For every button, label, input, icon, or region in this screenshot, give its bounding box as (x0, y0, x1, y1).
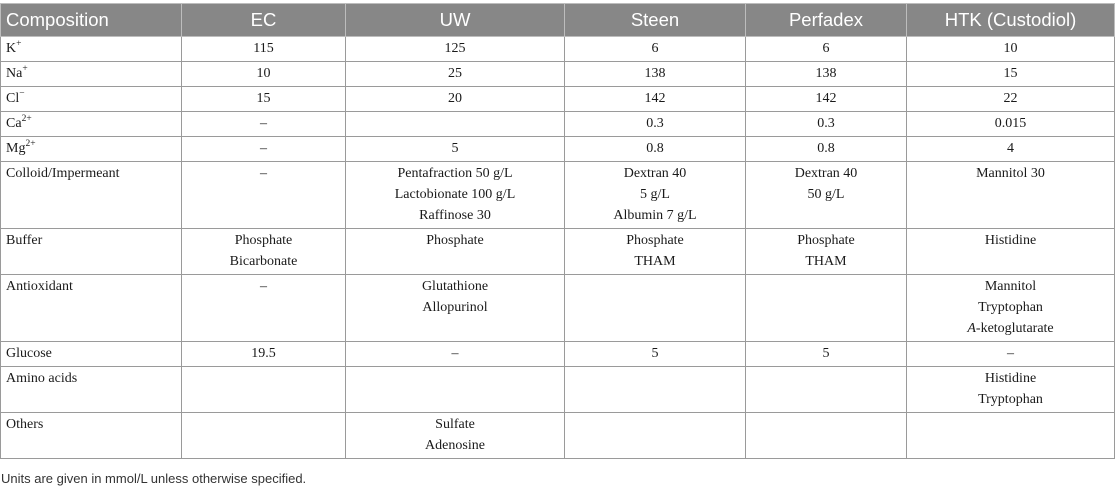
cell-perfadex: Phosphate THAM (746, 229, 907, 275)
row-label: $Ca^{2+}$ (1, 112, 182, 137)
row-label: Colloid/Impermeant (1, 162, 182, 229)
cell-steen: Phosphate THAM (565, 229, 746, 275)
cell-htk: 10 (907, 37, 1115, 62)
cell-perfadex: 5 (746, 342, 907, 367)
cell-perfadex (746, 275, 907, 342)
cell-htk: 4 (907, 137, 1115, 162)
row-label: Antioxidant (1, 275, 182, 342)
row-amino-acids (1, 367, 1115, 413)
cell-ec (182, 367, 346, 413)
cell-perfadex: 0.8 (746, 137, 907, 162)
row-calcium (1, 112, 1115, 137)
cell-htk: Histidine (907, 229, 1115, 275)
cell-uw: Pentafraction 50 g/L Lactobionate 100 g/L Raffinose 30 (346, 162, 565, 229)
cell-ec: 10 (182, 62, 346, 87)
cell-perfadex: 138 (746, 62, 907, 87)
cell-ec (182, 413, 346, 459)
col-header-composition: Composition (1, 4, 182, 37)
row-others (1, 413, 1115, 459)
row-label: Buffer (1, 229, 182, 275)
cell-uw: Sulfate Adenosine (346, 413, 565, 459)
cell-steen (565, 367, 746, 413)
cell-htk: 22 (907, 87, 1115, 112)
cell-uw: 25 (346, 62, 565, 87)
cell-perfadex: 6 (746, 37, 907, 62)
cell-steen: 142 (565, 87, 746, 112)
table-footnote: Units are given in mmol/L unless otherwise specified. (1, 471, 307, 486)
col-header-ec: EC (182, 4, 346, 37)
row-label: Cl− (1, 87, 182, 112)
alpha-letter: A (967, 321, 976, 336)
cell-steen: Dextran 40 5 g/L Albumin 7 g/L (565, 162, 746, 229)
header-row (1, 4, 1115, 37)
cell-steen: 5 (565, 342, 746, 367)
row-antioxidant (1, 275, 1115, 342)
col-header-perfadex: Perfadex (746, 4, 907, 37)
cell-perfadex (746, 413, 907, 459)
col-header-uw: UW (346, 4, 565, 37)
cell-ec: – (182, 112, 346, 137)
row-glucose (1, 342, 1115, 367)
ketoglutarate-text: -ketoglutarate (975, 321, 1054, 336)
cell-uw: 125 (346, 37, 565, 62)
cell-ec: 115 (182, 37, 346, 62)
cell-ec: 19.5 (182, 342, 346, 367)
col-header-steen: Steen (565, 4, 746, 37)
cell-ec: – (182, 275, 346, 342)
cell-steen (565, 413, 746, 459)
row-label: Glucose (1, 342, 182, 367)
cell-htk: 15 (907, 62, 1115, 87)
cell-uw: – (346, 342, 565, 367)
row-label: Na+ (1, 62, 182, 87)
cell-steen: 0.8 (565, 137, 746, 162)
cell-htk (907, 275, 1115, 342)
cell-htk: Mannitol 30 (907, 162, 1115, 229)
composition-table (0, 3, 1115, 459)
cell-perfadex: 142 (746, 87, 907, 112)
col-header-htk: HTK (Custodiol) (907, 4, 1115, 37)
cell-steen: 6 (565, 37, 746, 62)
cell-steen: 138 (565, 62, 746, 87)
cell-htk-lines: Mannitol Tryptophan (978, 279, 1043, 315)
cell-htk: 0.015 (907, 112, 1115, 137)
cell-steen (565, 275, 746, 342)
cell-uw: 5 (346, 137, 565, 162)
cell-uw: 20 (346, 87, 565, 112)
cell-htk (907, 413, 1115, 459)
row-potassium (1, 37, 1115, 62)
row-chloride (1, 87, 1115, 112)
cell-perfadex: Dextran 40 50 g/L (746, 162, 907, 229)
cell-uw (346, 367, 565, 413)
cell-perfadex: 0.3 (746, 112, 907, 137)
cell-steen: 0.3 (565, 112, 746, 137)
row-magnesium (1, 137, 1115, 162)
row-colloid-impermeant (1, 162, 1115, 229)
row-label: K+ (1, 37, 182, 62)
cell-uw: Glutathione Allopurinol (346, 275, 565, 342)
cell-uw: Phosphate (346, 229, 565, 275)
cell-htk: Histidine Tryptophan (907, 367, 1115, 413)
cell-perfadex (746, 367, 907, 413)
row-buffer (1, 229, 1115, 275)
cell-uw (346, 112, 565, 137)
row-label: $Mg^{2+}$ (1, 137, 182, 162)
cell-htk: – (907, 342, 1115, 367)
row-label: Others (1, 413, 182, 459)
cell-ec: – (182, 137, 346, 162)
cell-ec: Phosphate Bicarbonate (182, 229, 346, 275)
cell-ec: – (182, 162, 346, 229)
cell-ec: 15 (182, 87, 346, 112)
row-sodium (1, 62, 1115, 87)
row-label: Amino acids (1, 367, 182, 413)
